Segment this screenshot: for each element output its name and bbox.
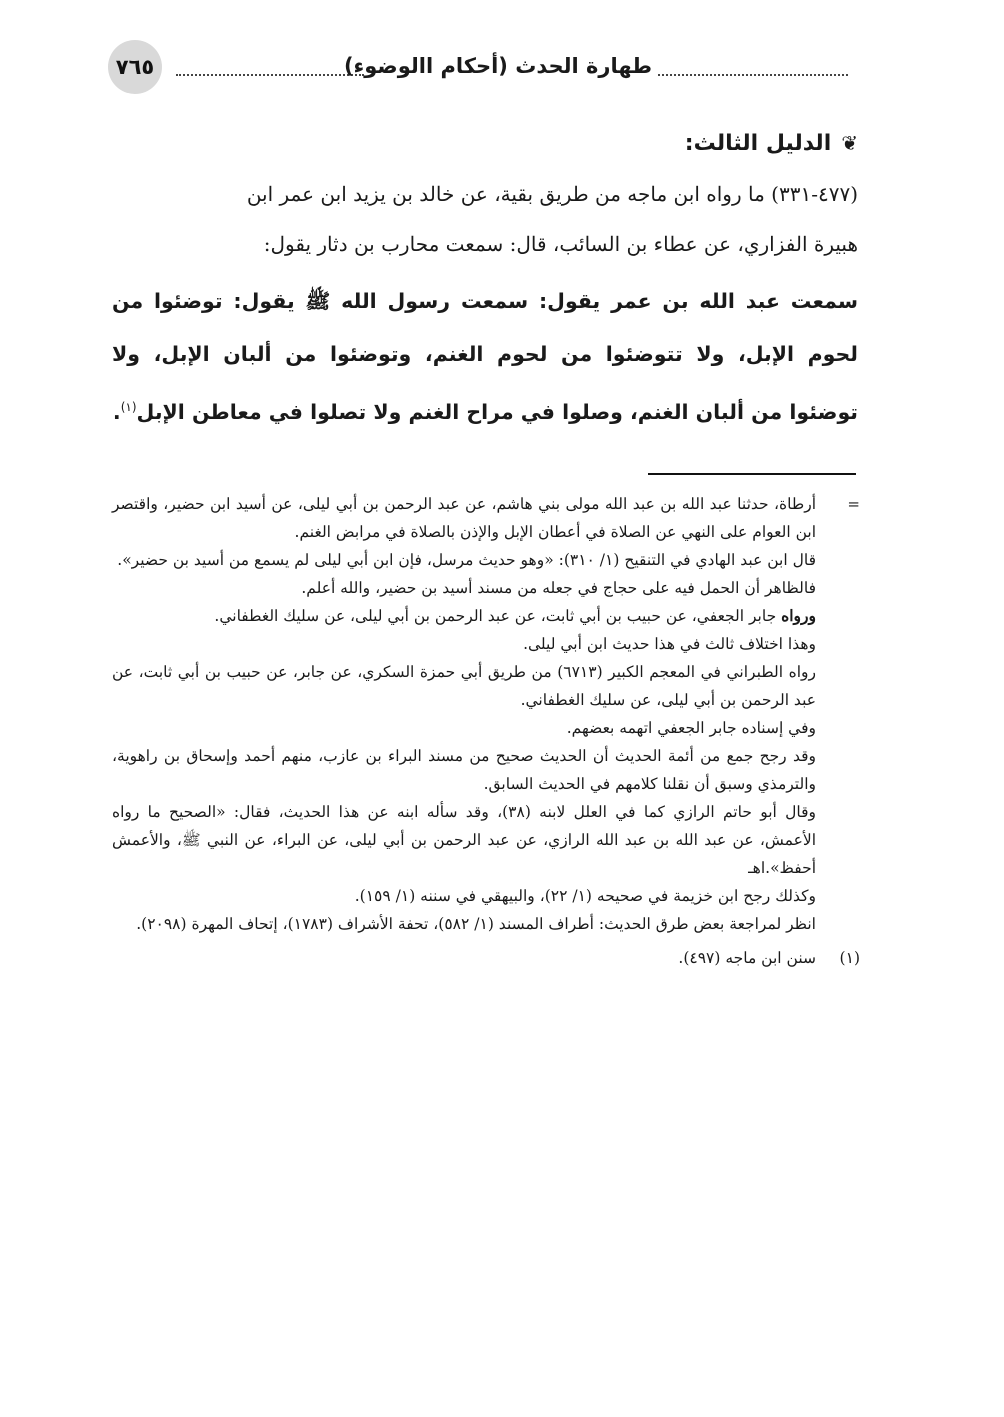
footnote-1 — [112, 944, 860, 972]
bold-lead: ورواه — [781, 606, 816, 625]
footnote-paragraph: وقد رجح جمع من أئمة الحديث أن الحديث صحيح من مسند البراء بن عازب، منهم أحمد وإسحاق بن راهوية، والترمذي وسبق أن نقلنا كلامهم في الحديث السابق. — [112, 747, 816, 793]
page-number-badge: ٧٦٥ — [108, 40, 162, 94]
footnote-paragraph: رواه الطبراني في المعجم الكبير (٦٧١٣) من طريق أبي حمزة السكري، عن جابر، عن حبيب بن أبي ثابت، عن عبد الرحمن بن أبي ليلى، عن سليك الغطفاني. — [112, 663, 816, 709]
footnote-text: أرطاة، حدثنا عبد الله بن عبد الله مولى بني هاشم، عن عبد الرحمن بن أبي ليلى، عن أسيد ابن حضير، واقتصر ابن العوام على النهي عن الصلاة في أعطان الإبل والإذن بالصلاة في مرابض الغنم. — [112, 495, 816, 541]
page-header — [108, 40, 848, 100]
footnotes — [112, 490, 860, 972]
header-dots-left — [176, 74, 364, 76]
footnote-paragraph: وكذلك رجح ابن خزيمة في صحيحه (١/ ٢٢)، والبيهقي في سننه (١/ ١٥٩). — [354, 887, 816, 905]
leaf-ornament-icon: ❦ — [841, 131, 858, 155]
footnote-paragraph — [112, 490, 860, 546]
intro-line-2: هبيرة الفزاري، عن عطاء بن السائب، قال: سمعت محارب بن دثار يقول: — [263, 232, 858, 256]
footnote-paragraph: وقال أبو حاتم الرازي كما في العلل لابنه (٣٨)، وقد سأله ابنه عن هذا الحديث، فقال: «الصحيح ما رواه الأعمش، عن عبد الله بن عبد الله الرازي، عن عبد الرحمن بن أبي ليلى، عن البراء، عن النبي ﷺ، والأعمش أحفظ».اهـ — [112, 803, 816, 877]
footnote-text: جابر الجعفي، عن حبيب بن أبي ثابت، عن عبد الرحمن بن أبي ليلى، عن سليك الغطفاني. — [214, 607, 782, 625]
footnote-paragraph: قال ابن عبد الهادي في التنقيح (١/ ٣١٠): «وهو حديث مرسل، فإن ابن أبي ليلى لم يسمع من أسيد بن حضير». — [117, 551, 816, 569]
section-title-text: الدليل الثالث: — [684, 131, 832, 156]
footnote-paragraph: انظر لمراجعة بعض طرق الحديث: أطراف المسند (١/ ٥٨٢)، تحفة الأشراف (١٧٨٣)، إتحاف المهرة (٢٠٩٨). — [136, 915, 816, 933]
footnote-number: (١) — [839, 949, 860, 967]
footnote-paragraph: فالظاهر أن الحمل فيه على حجاج في جعله من مسند أسيد بن حضير، والله أعلم. — [301, 579, 816, 597]
main-text — [112, 118, 858, 439]
continuation-mark: = — [847, 495, 860, 513]
footnote-paragraph: وفي إسناده جابر الجعفي اتهمه بعضهم. — [566, 719, 816, 737]
hadith-text — [112, 275, 858, 439]
intro-line-1: (٤٧٧-٣٣١) ما رواه ابن ماجه من طريق بقية، عن خالد بن يزيد ابن عمر ابن — [246, 182, 858, 206]
footnote-separator — [648, 473, 856, 475]
hadith-end: . — [112, 399, 121, 424]
section-heading — [112, 118, 858, 169]
footnote-paragraph — [112, 602, 860, 630]
footnote-paragraph: وهذا اختلاف ثالث في هذا حديث ابن أبي ليلى. — [523, 635, 816, 653]
chapter-title: طهارة الحدث (أحكام االوضوء) — [343, 54, 652, 78]
footnote-ref[interactable]: (١) — [120, 400, 137, 414]
header-dots-right — [658, 74, 848, 76]
hadith-body: سمعت عبد الله بن عمر يقول: سمعت رسول الله ﷺ يقول: توضئوا من لحوم الإبل، ولا تتوضئوا من لحوم الغنم، وتوضئوا من ألبان الإبل، ولا توضئوا من ألبان الغنم، وصلوا في مراح الغنم ولا تصلوا في معاطن الإبل — [112, 289, 858, 424]
footnote-source: سنن ابن ماجه (٤٩٧). — [678, 949, 816, 967]
